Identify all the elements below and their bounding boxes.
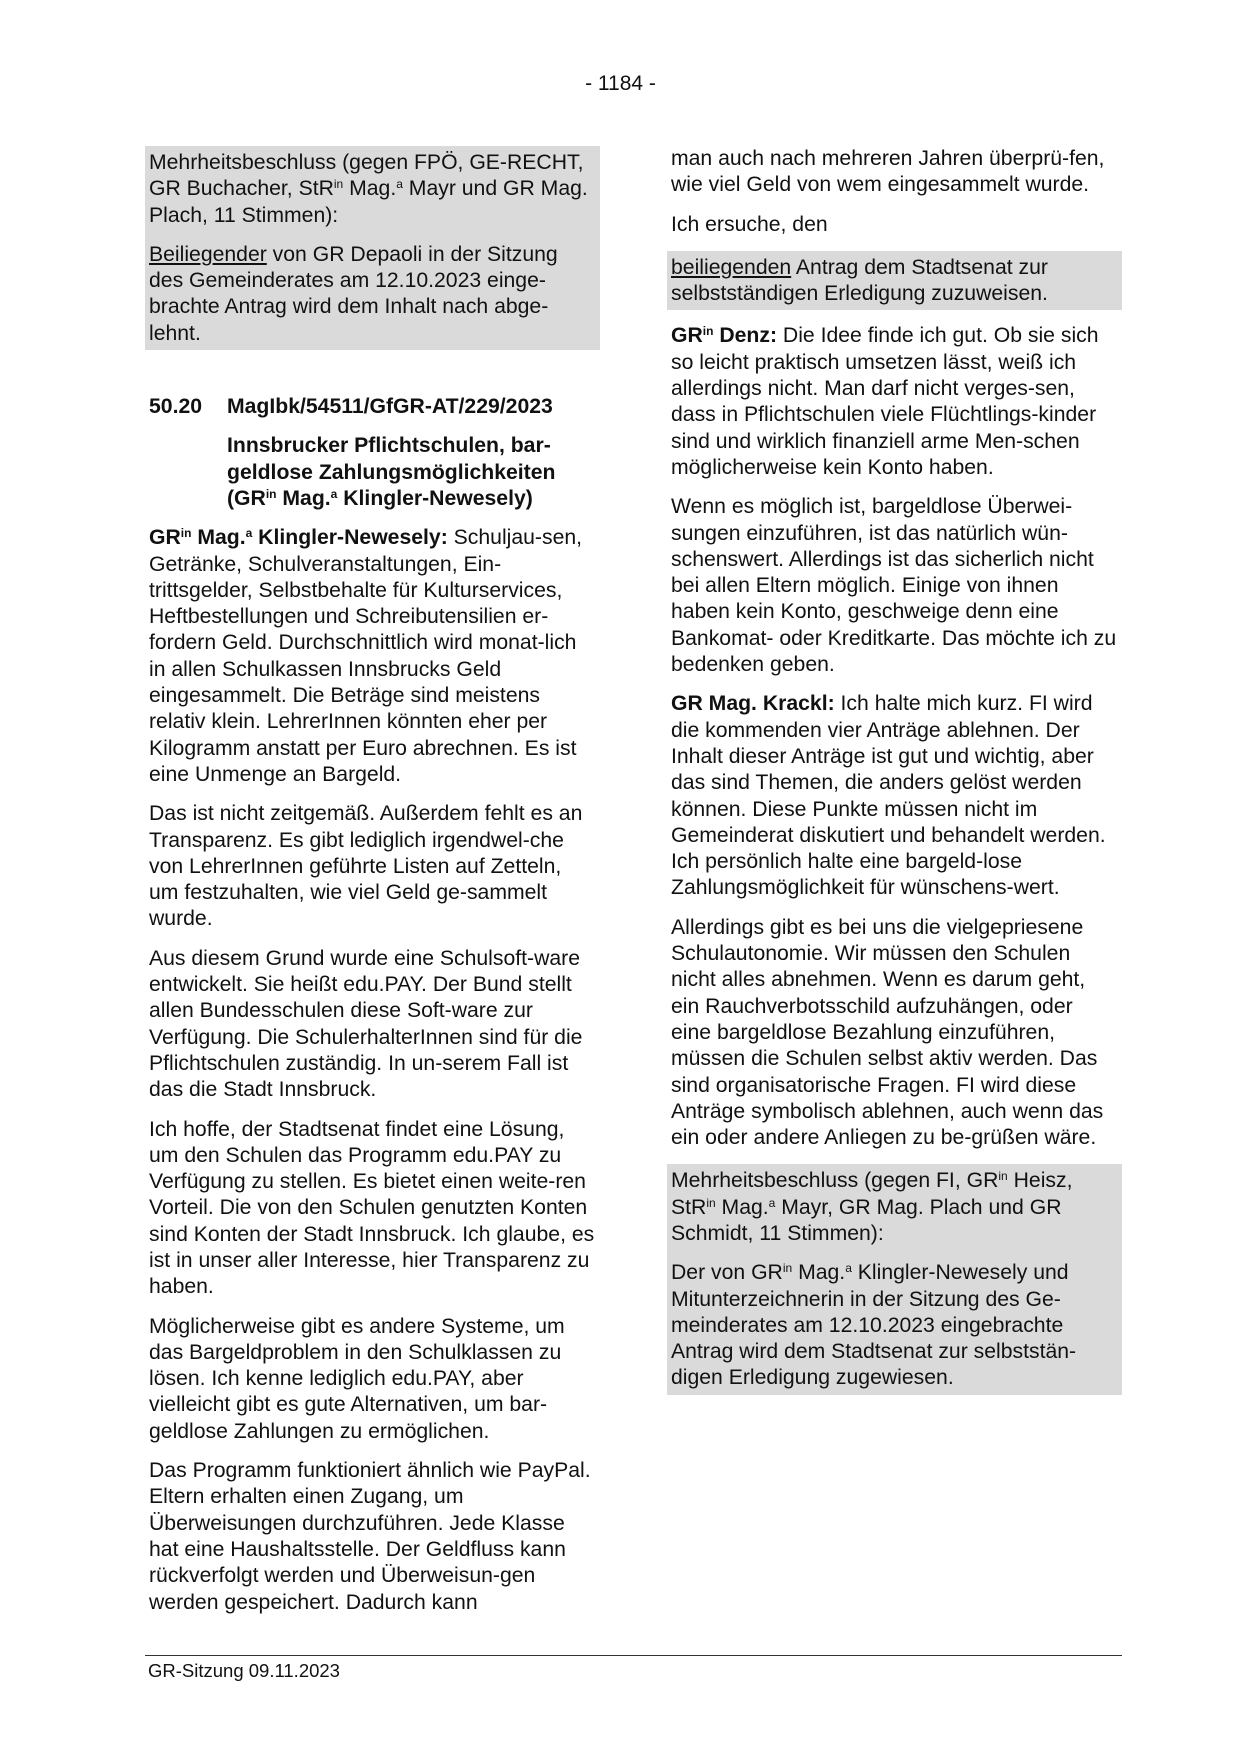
agenda-item-reference: MagIbk/54511/GfGR-AT/229/2023	[227, 395, 553, 419]
paragraph-continuation: man auch nach mehreren Jahren überprü-fen, wie viel Geld von wem eingesammelt wurde.	[671, 147, 1105, 197]
speech-denz: $GR^{in}$ Denz: Die Idee finde ich gut. Ob sie sich so leicht praktisch umsetzen lässt, weiß ich allerdings nicht. Man darf nicht verges-sen, dass in Pflichtschulen viele Flüchtlings-kinder sind und wirklich finanziell arme Men-schen möglicherweise kein Konto haben.	[671, 324, 1099, 479]
paragraph: Aus diesem Grund wurde eine Schulsoft-ware entwickelt. Sie heißt edu.PAY. Der Bund stellt allen Bundesschulen diese Soft-ware zur Verfügung. Die SchulerhalterInnen sind für die Pflichtschulen zuständig. In un-serem Fall ist das die Stadt Innsbruck.	[149, 946, 583, 1102]
agenda-item-title: Innsbrucker Pflichtschulen, bar-geldlose Zahlungsmöglichkeiten ($GR^{in}$ Mag.$^a$ Klingler-Newesely)	[227, 434, 556, 510]
footer-text: GR-Sitzung 09.11.2023	[148, 1660, 340, 1681]
paragraph: Das Programm funktioniert ähnlich wie PayPal. Eltern erhalten einen Zugang, um Überweisungen durchzuführen. Jede Klasse hat eine Haushaltsstelle. Der Geldfluss kann rückverfolgt werden und Überweisun-gen werden gespeichert. Dadurch kann	[149, 1459, 591, 1614]
resolution-block-left	[145, 146, 600, 350]
request-text: beiliegenden Antrag dem Stadtsenat zur selbstständigen Erledigung zuzuweisen.	[667, 251, 1122, 311]
request-block	[667, 251, 1122, 311]
agenda-item-number: 50.20	[149, 395, 203, 419]
resolution-title: Mehrheitsbeschluss (gegen FPÖ, GE-RECHT, GR Buchacher, StR$^{in}$ Mag.$^a$ Mayr und GR Mag. Plach, 11 Stimmen):	[145, 146, 600, 232]
right-column	[667, 146, 1122, 1408]
paragraph: Möglicherweise gibt es andere Systeme, um das Bargeldproblem in den Schulklassen zu lösen. Ich kenne lediglich edu.PAY, aber vielleicht gibt es gute Alternativen, um bar-geldlose Zahlungen zu ermöglichen.	[149, 1314, 565, 1443]
speech-klingler: $GR^{in}$ Mag.$^a$ Klingler-Newesely: Schuljau-sen, Getränke, Schulveranstaltungen, Ein-trittsgelder, Selbstbehalte für Kulturservices, Heftbestellungen und Schreibutensilien er-fordern Geld. Durchschnittlich wird monat-lich in allen Schulkassen Innsbrucks Geld eingesammelt. Die Beträge sind meistens relativ klein. LehrerInnen könnten eher per Kilogramm anstatt per Euro abrechnen. Es ist eine Unmenge an Bargeld.	[149, 526, 583, 786]
request-intro: Ich ersuche, den	[671, 212, 828, 236]
footer-divider	[145, 1655, 1122, 1656]
resolution-block-right	[667, 1164, 1122, 1394]
resolution-decision: Der von $GR^{in}$ Mag.$^a$ Klingler-Newesely und Mitunterzeichnerin in der Sitzung des Ge-meinderates am 12.10.2023 eingebrachte Antrag wird dem Stadtsenat zur selbststän-digen Erledigung zugewiesen.	[667, 1250, 1122, 1394]
speech-krackl: GR Mag. Krackl: Ich halte mich kurz. FI wird die kommenden vier Anträge ablehnen. Der Inhalt dieser Anträge ist gut und wichtig, aber das sind Themen, die anders gelöst werden können. Diese Punkte müssen nicht im Gemeinderat diskutiert und behandelt werden. Ich persönlich halte eine bargeld-lose Zahlungsmöglichkeit für wünschens-wert.	[671, 692, 1106, 900]
resolution-title: Mehrheitsbeschluss (gegen FI, $GR^{in}$ Heisz, StR$^{in}$ Mag.$^a$ Mayr, GR Mag. Plach und GR Schmidt, 11 Stimmen):	[667, 1164, 1122, 1250]
agenda-item-heading	[145, 394, 600, 420]
speaker-name: $GR^{in}$ Mag.$^a$ Klingler-Newesely:	[149, 526, 448, 550]
left-column	[145, 146, 600, 1629]
speaker-name: GR Mag. Krackl:	[671, 692, 835, 716]
paragraph: Wenn es möglich ist, bargeldlose Überwei-sungen einzuführen, ist das natürlich wün-schenswert. Allerdings ist das sicherlich nicht bei allen Eltern möglich. Einige von ihnen haben kein Konto, geschweige denn eine Bankomat- oder Kreditkarte. Das möchte ich zu bedenken geben.	[671, 495, 1117, 677]
page-number: - 1184 -	[585, 72, 656, 95]
paragraph: Allerdings gibt es bei uns die vielgepriesene Schulautonomie. Wir müssen den Schulen nicht alles abnehmen. Wenn es darum geht, ein Rauchverbotsschild aufzuhängen, oder eine bargeldlose Bezahlung einzuführen, müssen die Schulen selbst aktiv werden. Das sind organisatorische Fragen. FI wird diese Anträge symbolisch ablehnen, auch wenn das ein oder andere Anliegen zu be-grüßen wäre.	[671, 915, 1104, 1150]
resolution-decision: Beiliegender von GR Depaoli in der Sitzung des Gemeinderates am 12.10.2023 einge-brachte Antrag wird dem Inhalt nach abge-lehnt.	[145, 232, 600, 350]
paragraph: Das ist nicht zeitgemäß. Außerdem fehlt es an Transparenz. Es gibt lediglich irgendwel-che von LehrerInnen geführte Listen auf Zetteln, um festzuhalten, wie viel Geld ge-sammelt wurde.	[149, 802, 583, 931]
paragraph: Ich hoffe, der Stadtsenat findet eine Lösung, um den Schulen das Programm edu.PAY zu Verfügung zu stellen. Es bietet einen weite-ren Vorteil. Die von den Schulen genutzten Konten sind Konten der Stadt Innsbruck. Ich glaube, es ist in unser aller Interesse, hier Transparenz zu haben.	[149, 1117, 595, 1299]
speaker-name: $GR^{in}$ Denz:	[671, 324, 778, 348]
